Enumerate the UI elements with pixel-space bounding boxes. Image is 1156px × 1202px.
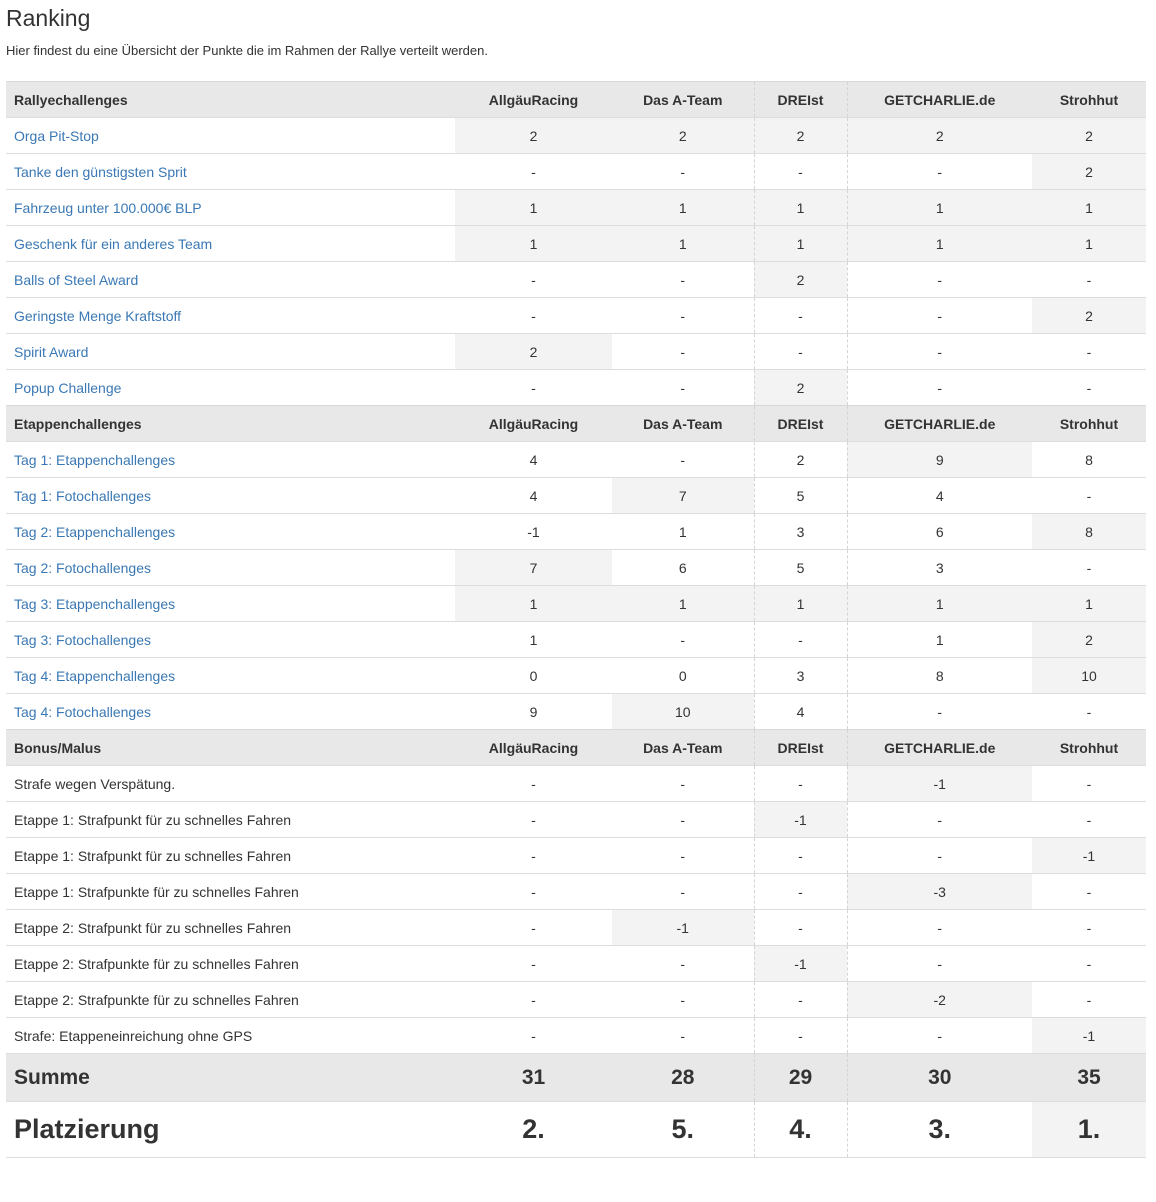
score-cell: -: [1032, 766, 1146, 802]
score-cell: 5: [754, 478, 847, 514]
score-cell: 2: [1032, 154, 1146, 190]
challenge-link[interactable]: Spirit Award: [14, 343, 89, 360]
team-header: GETCHARLIE.de: [847, 82, 1032, 118]
table-row: [6, 478, 1146, 514]
team-header: GETCHARLIE.de: [847, 730, 1032, 766]
table-row: [6, 190, 1146, 226]
score-cell: -: [455, 838, 612, 874]
penalty-label: Etappe 1: Strafpunkt für zu schnelles Fahren: [14, 811, 292, 828]
challenge-link[interactable]: Tag 4: Fotochallenges: [14, 703, 151, 720]
score-cell: -1: [754, 946, 847, 982]
challenge-link[interactable]: Balls of Steel Award: [14, 271, 139, 288]
score-cell: -: [1032, 802, 1146, 838]
team-header: GETCHARLIE.de: [847, 406, 1032, 442]
page-subtitle: Hier findest du eine Übersicht der Punkte die im Rahmen der Rallye verteilt werden.: [6, 43, 488, 58]
row-label-cell: [6, 298, 455, 334]
row-label-cell: [6, 478, 455, 514]
sum-value: 29: [754, 1054, 847, 1102]
score-cell: -1: [754, 802, 847, 838]
score-cell: 2: [754, 370, 847, 406]
score-cell: -3: [847, 874, 1032, 910]
score-cell: -: [754, 982, 847, 1018]
score-cell: 3: [754, 658, 847, 694]
score-cell: -: [612, 370, 754, 406]
score-cell: -: [847, 370, 1032, 406]
placement-row: [6, 1102, 1146, 1158]
score-cell: -: [455, 154, 612, 190]
table-row: [6, 226, 1146, 262]
section-title: Rallyechallenges: [6, 82, 455, 118]
team-header: AllgäuRacing: [455, 82, 612, 118]
section-title: Bonus/Malus: [6, 730, 455, 766]
score-cell: -: [847, 910, 1032, 946]
table-row: [6, 622, 1146, 658]
row-label-cell: [6, 442, 455, 478]
score-cell: 1: [455, 226, 612, 262]
score-cell: -: [455, 262, 612, 298]
score-cell: -: [754, 154, 847, 190]
score-cell: -: [1032, 982, 1146, 1018]
score-cell: -: [1032, 694, 1146, 730]
row-label-cell: [6, 226, 455, 262]
challenge-link[interactable]: Popup Challenge: [14, 379, 122, 396]
table-row: [6, 694, 1146, 730]
score-cell: -: [455, 370, 612, 406]
score-cell: 6: [612, 550, 754, 586]
placement-value: 2.: [455, 1102, 612, 1158]
score-cell: -: [847, 802, 1032, 838]
score-cell: -: [754, 334, 847, 370]
score-cell: -: [455, 1018, 612, 1054]
score-cell: 2: [1032, 298, 1146, 334]
score-cell: 0: [612, 658, 754, 694]
score-cell: -: [612, 298, 754, 334]
score-cell: 2: [847, 118, 1032, 154]
score-cell: -: [754, 622, 847, 658]
row-label-cell: [6, 838, 455, 874]
score-cell: 4: [455, 442, 612, 478]
penalty-label: Strafe wegen Verspätung.: [14, 775, 176, 792]
challenge-link[interactable]: Fahrzeug unter 100.000€ BLP: [14, 199, 202, 216]
score-cell: -: [612, 1018, 754, 1054]
score-cell: -1: [1032, 1018, 1146, 1054]
score-cell: -: [455, 298, 612, 334]
score-cell: -: [455, 766, 612, 802]
table-row: [6, 910, 1146, 946]
sum-label: Summe: [6, 1054, 455, 1102]
challenge-link[interactable]: Tanke den günstigsten Sprit: [14, 163, 187, 180]
score-cell: -: [612, 946, 754, 982]
team-header: DREIst: [754, 730, 847, 766]
table-row: [6, 802, 1146, 838]
score-cell: -: [612, 982, 754, 1018]
placement-value: 3.: [847, 1102, 1032, 1158]
challenge-link[interactable]: Geringste Menge Kraftstoff: [14, 307, 182, 324]
row-label-cell: [6, 190, 455, 226]
score-cell: 3: [754, 514, 847, 550]
challenge-link[interactable]: Tag 4: Etappenchallenges: [14, 667, 176, 684]
sum-value: 30: [847, 1054, 1032, 1102]
team-header: Strohhut: [1032, 730, 1146, 766]
row-label-cell: [6, 1018, 455, 1054]
team-header: DREIst: [754, 406, 847, 442]
row-label-cell: [6, 586, 455, 622]
table-row: [6, 442, 1146, 478]
challenge-link[interactable]: Tag 2: Fotochallenges: [14, 559, 151, 576]
score-cell: 1: [754, 190, 847, 226]
row-label-cell: [6, 370, 455, 406]
score-cell: -: [455, 946, 612, 982]
team-header: DREIst: [754, 82, 847, 118]
ranking-table-body: [6, 82, 1146, 1158]
section-header-row: [6, 730, 1146, 766]
challenge-link[interactable]: Tag 3: Etappenchallenges: [14, 595, 176, 612]
score-cell: 2: [754, 118, 847, 154]
score-cell: 1: [847, 226, 1032, 262]
score-cell: 2: [612, 118, 754, 154]
team-header: Strohhut: [1032, 82, 1146, 118]
score-cell: 0: [455, 658, 612, 694]
score-cell: 1: [612, 226, 754, 262]
team-header: Das A-Team: [612, 406, 754, 442]
score-cell: 1: [847, 586, 1032, 622]
score-cell: -: [1032, 550, 1146, 586]
score-cell: -: [754, 874, 847, 910]
score-cell: -: [612, 154, 754, 190]
score-cell: 1: [1032, 586, 1146, 622]
score-cell: 9: [455, 694, 612, 730]
row-label-cell: [6, 118, 455, 154]
score-cell: 1: [1032, 190, 1146, 226]
score-cell: 4: [754, 694, 847, 730]
table-row: [6, 154, 1146, 190]
score-cell: 2: [754, 262, 847, 298]
score-cell: -: [612, 622, 754, 658]
team-header: AllgäuRacing: [455, 730, 612, 766]
penalty-label: Etappe 2: Strafpunkt für zu schnelles Fahren: [14, 919, 292, 936]
score-cell: 1: [612, 190, 754, 226]
score-cell: -: [455, 910, 612, 946]
score-cell: -: [847, 1018, 1032, 1054]
score-cell: 1: [754, 586, 847, 622]
team-header: AllgäuRacing: [455, 406, 612, 442]
score-cell: -: [455, 874, 612, 910]
score-cell: 4: [455, 478, 612, 514]
row-label-cell: [6, 946, 455, 982]
score-cell: 1: [1032, 226, 1146, 262]
score-cell: 1: [455, 190, 612, 226]
score-cell: 1: [612, 586, 754, 622]
score-cell: -: [612, 838, 754, 874]
table-row: [6, 298, 1146, 334]
score-cell: 8: [1032, 514, 1146, 550]
penalty-label: Etappe 1: Strafpunkt für zu schnelles Fahren: [14, 847, 292, 864]
score-cell: 1: [847, 190, 1032, 226]
score-cell: -: [1032, 478, 1146, 514]
score-cell: 5: [754, 550, 847, 586]
table-row: [6, 370, 1146, 406]
score-cell: 10: [1032, 658, 1146, 694]
score-cell: 8: [1032, 442, 1146, 478]
score-cell: -: [1032, 946, 1146, 982]
team-header: Strohhut: [1032, 406, 1146, 442]
score-cell: -: [612, 766, 754, 802]
row-label-cell: [6, 514, 455, 550]
row-label-cell: [6, 622, 455, 658]
score-cell: 9: [847, 442, 1032, 478]
score-cell: -: [754, 766, 847, 802]
challenge-link[interactable]: Tag 1: Etappenchallenges: [14, 451, 176, 468]
score-cell: 1: [455, 622, 612, 658]
row-label-cell: [6, 550, 455, 586]
score-cell: -1: [847, 766, 1032, 802]
score-cell: 10: [612, 694, 754, 730]
score-cell: -1: [1032, 838, 1146, 874]
score-cell: -: [1032, 874, 1146, 910]
penalty-label: Etappe 2: Strafpunkte für zu schnelles Fahren: [14, 991, 299, 1008]
challenge-link[interactable]: Geschenk für ein anderes Team: [14, 235, 213, 252]
table-row: [6, 766, 1146, 802]
penalty-label: Strafe: Etappeneinreichung ohne GPS: [14, 1027, 253, 1044]
score-cell: -: [612, 442, 754, 478]
team-header: Das A-Team: [612, 730, 754, 766]
score-cell: -: [754, 838, 847, 874]
row-label-cell: [6, 694, 455, 730]
row-label-cell: [6, 334, 455, 370]
score-cell: -: [455, 982, 612, 1018]
ranking-table: [6, 81, 1146, 1158]
score-cell: -: [612, 802, 754, 838]
score-cell: -: [1032, 334, 1146, 370]
row-label-cell: [6, 802, 455, 838]
score-cell: -: [754, 910, 847, 946]
score-cell: 1: [455, 586, 612, 622]
challenge-link[interactable]: Tag 1: Fotochallenges: [14, 487, 151, 504]
sum-value: 31: [455, 1054, 612, 1102]
page-title: Ranking: [6, 5, 91, 31]
score-cell: 3: [847, 550, 1032, 586]
score-cell: -: [612, 874, 754, 910]
score-cell: 4: [847, 478, 1032, 514]
score-cell: -: [612, 262, 754, 298]
placement-label: Platzierung: [6, 1102, 455, 1158]
table-row: [6, 1018, 1146, 1054]
score-cell: 6: [847, 514, 1032, 550]
score-cell: 2: [1032, 622, 1146, 658]
score-cell: -: [1032, 910, 1146, 946]
score-cell: -: [612, 334, 754, 370]
score-cell: 1: [754, 226, 847, 262]
score-cell: 2: [455, 118, 612, 154]
score-cell: -: [847, 298, 1032, 334]
table-row: [6, 982, 1146, 1018]
table-row: [6, 514, 1146, 550]
score-cell: 2: [754, 442, 847, 478]
penalty-label: Etappe 1: Strafpunkte für zu schnelles Fahren: [14, 883, 299, 900]
score-cell: 2: [1032, 118, 1146, 154]
score-cell: -2: [847, 982, 1032, 1018]
placement-value: 5.: [612, 1102, 754, 1158]
sum-value: 28: [612, 1054, 754, 1102]
score-cell: -: [754, 298, 847, 334]
table-row: [6, 586, 1146, 622]
table-row: [6, 118, 1146, 154]
sum-value: 35: [1032, 1054, 1146, 1102]
table-row: [6, 550, 1146, 586]
score-cell: -: [455, 802, 612, 838]
score-cell: -: [847, 838, 1032, 874]
score-cell: -: [1032, 370, 1146, 406]
table-row: [6, 874, 1146, 910]
score-cell: -1: [612, 910, 754, 946]
placement-value: 1.: [1032, 1102, 1146, 1158]
table-row: [6, 262, 1146, 298]
penalty-label: Etappe 2: Strafpunkte für zu schnelles Fahren: [14, 955, 299, 972]
score-cell: 7: [455, 550, 612, 586]
row-label-cell: [6, 154, 455, 190]
score-cell: 2: [455, 334, 612, 370]
score-cell: -: [847, 262, 1032, 298]
table-row: [6, 658, 1146, 694]
score-cell: -: [754, 1018, 847, 1054]
row-label-cell: [6, 874, 455, 910]
score-cell: -: [847, 694, 1032, 730]
score-cell: 1: [847, 622, 1032, 658]
score-cell: -: [847, 946, 1032, 982]
score-cell: -: [1032, 262, 1146, 298]
table-row: [6, 334, 1146, 370]
row-label-cell: [6, 262, 455, 298]
table-row: [6, 838, 1146, 874]
challenge-link[interactable]: Tag 2: Etappenchallenges: [14, 523, 176, 540]
placement-value: 4.: [754, 1102, 847, 1158]
section-title: Etappenchallenges: [6, 406, 455, 442]
row-label-cell: [6, 658, 455, 694]
row-label-cell: [6, 910, 455, 946]
challenge-link[interactable]: Orga Pit-Stop: [14, 127, 99, 144]
table-row: [6, 946, 1146, 982]
row-label-cell: [6, 766, 455, 802]
challenge-link[interactable]: Tag 3: Fotochallenges: [14, 631, 151, 648]
score-cell: -: [847, 334, 1032, 370]
score-cell: -: [847, 154, 1032, 190]
score-cell: 7: [612, 478, 754, 514]
score-cell: 1: [612, 514, 754, 550]
row-label-cell: [6, 982, 455, 1018]
team-header: Das A-Team: [612, 82, 754, 118]
sum-row: [6, 1054, 1146, 1102]
section-header-row: [6, 406, 1146, 442]
score-cell: 8: [847, 658, 1032, 694]
score-cell: -1: [455, 514, 612, 550]
section-header-row: [6, 82, 1146, 118]
